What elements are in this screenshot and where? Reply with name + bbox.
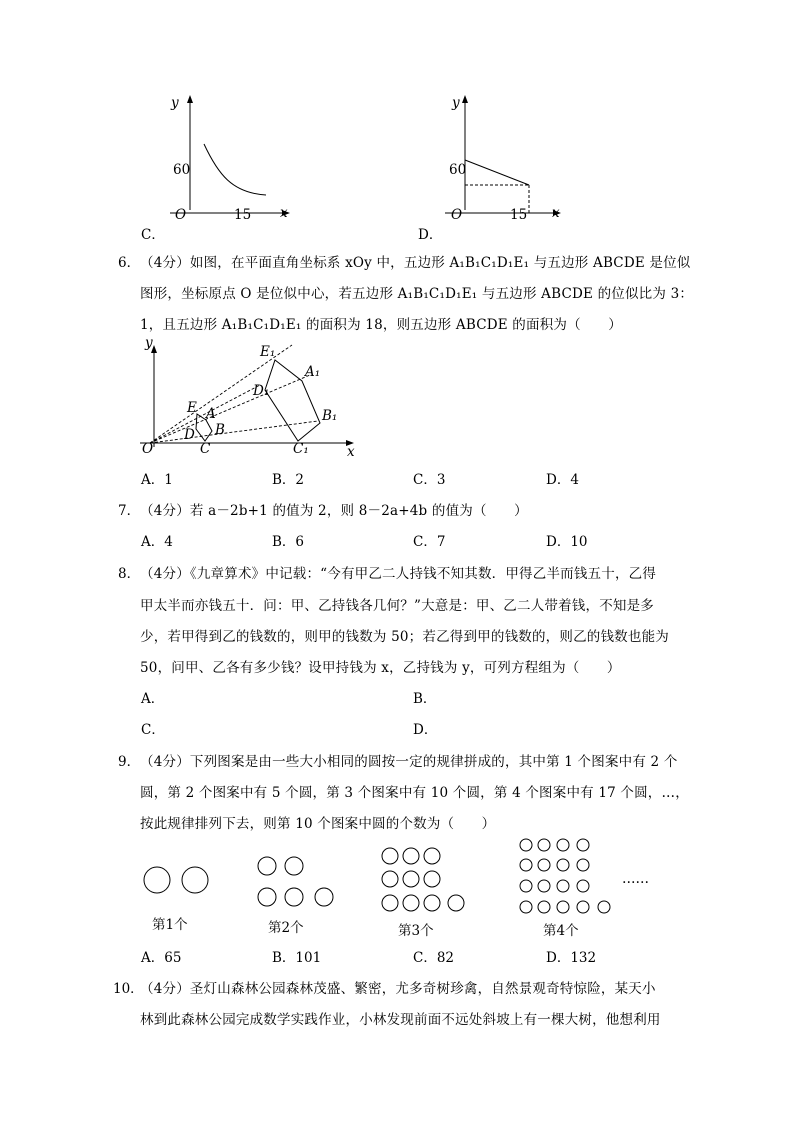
q10-line2: 林到此森林公园完成数学实践作业，小林发现前面不远处斜坡上有一棵大树，他想利用 [140, 1012, 661, 1028]
q7-option-b[interactable]: B．6 [272, 534, 305, 550]
q6-fig-B: B [215, 422, 225, 438]
q8-line4: 50，问甲、乙各有多少钱？设甲持钱为 x，乙持钱为 y，可列方程组为（ ） [140, 660, 621, 676]
q9-number: 9． [118, 754, 141, 770]
q6-fig-x: x [347, 444, 355, 460]
q6-fig-D1: D₁ [253, 383, 270, 399]
q9-pattern-3-label: 第3个 [398, 923, 434, 939]
q9-line1: （4分）下列图案是由一些大小相同的圆按一定的规律拼成的，其中第 1 个图案中有 2 个 [140, 754, 678, 770]
q10-number: 10． [113, 981, 144, 997]
q6-fig-A1: A₁ [305, 364, 321, 380]
q6-option-d[interactable]: D．4 [546, 472, 579, 488]
q6-number: 6． [118, 255, 141, 271]
q10-line1: （4分）圣灯山森林公园森林茂盛、繁密，尤多奇树珍禽，自然景观奇特惊险，某天小 [140, 981, 656, 997]
graph-d-x-tick: 15 [510, 207, 528, 223]
q9-option-d[interactable]: D．132 [546, 950, 597, 966]
q6-line2: 图形，坐标原点 O 是位似中心，若五边形 A₁B₁C₁D₁E₁ 与五边形 ABCDE 的位似比为 3： [140, 286, 694, 302]
q8-number: 8． [118, 566, 141, 582]
q6-fig-E: E [187, 400, 197, 416]
q9-pattern-4-label: 第4个 [543, 923, 579, 939]
q8-line2: 甲太半而亦钱五十．问：甲、乙持钱各几何？”大意是：甲、乙二人带着钱，不知是多 [140, 598, 655, 614]
q9-option-a[interactable]: A．65 [141, 950, 182, 966]
q6-fig-E1: E₁ [260, 344, 276, 360]
graph-d-y-tick: 60 [449, 162, 467, 178]
graph-d-x-label: x [552, 205, 560, 221]
q7-option-c[interactable]: C．7 [413, 534, 446, 550]
q8-line1: （4分）《九章算术》中记载：“今有甲乙二人持钱不知其数．甲得乙半而钱五十，乙得 [140, 566, 657, 582]
q8-option-b[interactable]: B． [413, 691, 437, 707]
q7-option-d[interactable]: D．10 [546, 534, 588, 550]
q6-fig-B1: B₁ [322, 408, 338, 424]
graph-c-y-label: y [171, 95, 179, 111]
q6-fig-C: C [200, 441, 211, 457]
q6-line1: （4分）如图，在平面直角坐标系 xOy 中，五边形 A₁B₁C₁D₁E₁ 与五边形 ABCDE 是位似 [140, 255, 691, 271]
q6-fig-O: O [142, 441, 154, 457]
q9-patterns [130, 835, 690, 925]
q6-option-c[interactable]: C．3 [413, 472, 446, 488]
graph-c-x-tick: 15 [234, 207, 252, 223]
q6-option-a[interactable]: A．1 [141, 472, 173, 488]
q7-number: 7． [118, 503, 141, 519]
q9-ellipsis: …… [622, 871, 649, 887]
q6-fig-y: y [145, 335, 153, 351]
graph-c-origin: O [175, 207, 187, 223]
graph-d-origin: O [451, 207, 463, 223]
q6-fig-C1: C₁ [293, 441, 309, 457]
q7-option-a[interactable]: A．4 [141, 534, 173, 550]
graph-c-x-label: x [280, 205, 288, 221]
q7-text: （4分）若 a－2b+1 的值为 2，则 8－2a+4b 的值为（ ） [140, 503, 528, 519]
q6-fig-D: D [184, 427, 195, 443]
q9-option-c[interactable]: C．82 [413, 950, 455, 966]
graph-c-option-label: C． [141, 227, 165, 243]
q8-option-d[interactable]: D． [413, 722, 438, 738]
q6-fig-A: A [206, 406, 216, 422]
graph-c-y-tick: 60 [173, 162, 191, 178]
q8-line3: 少，若甲得到乙的钱数的，则甲的钱数为 50；若乙得到甲的钱数的，则乙的钱数也能为 [140, 629, 669, 645]
q8-option-c[interactable]: C． [141, 722, 165, 738]
q6-line3: 1，且五边形 A₁B₁C₁D₁E₁ 的面积为 18，则五边形 ABCDE 的面积为（ ） [140, 317, 622, 333]
q9-line2: 圆，第 2 个图案中有 5 个圆，第 3 个图案中有 10 个圆，第 4 个图案中有 17 个圆，…， [140, 785, 689, 801]
graph-d-y-label: y [452, 95, 460, 111]
graph-d-option-label: D． [418, 227, 443, 243]
q9-pattern-1-label: 第1个 [152, 917, 188, 933]
q9-line3: 按此规律排列下去，则第 10 个图案中圆的个数为（ ） [140, 816, 496, 832]
q9-option-b[interactable]: B．101 [272, 950, 322, 966]
q9-pattern-2-label: 第2个 [268, 920, 304, 936]
q8-option-a[interactable]: A． [141, 691, 165, 707]
q6-option-b[interactable]: B．2 [272, 472, 305, 488]
